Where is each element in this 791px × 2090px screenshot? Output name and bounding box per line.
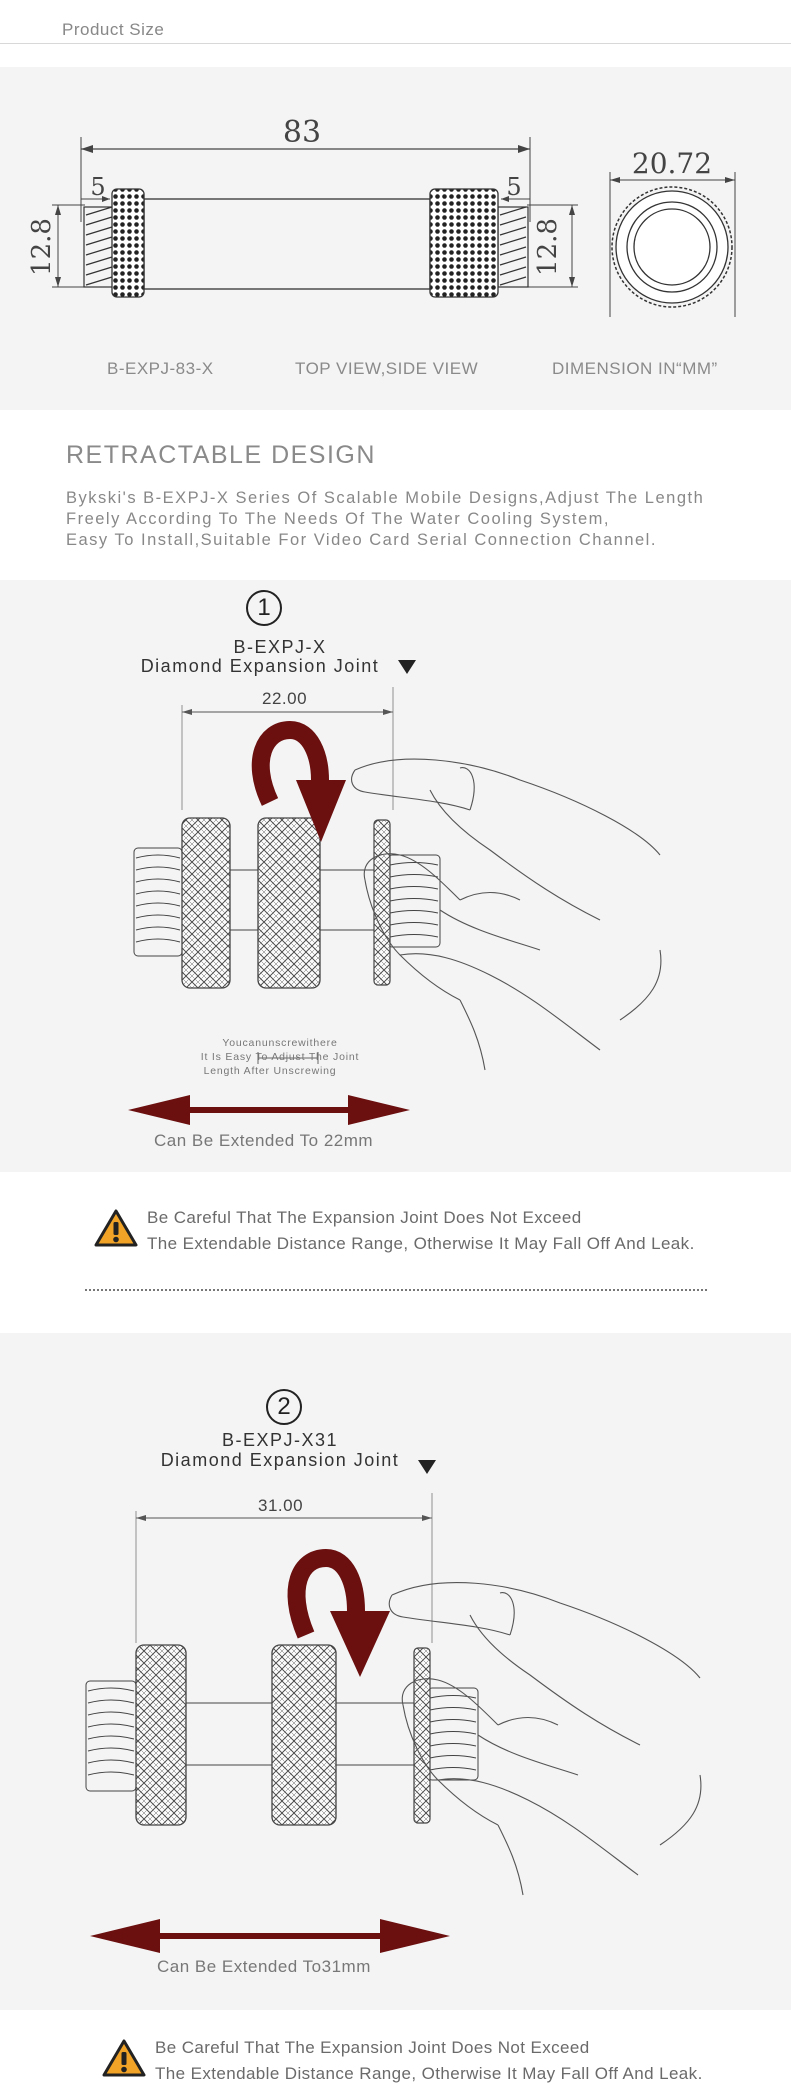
double-arrow-icon [90,1919,450,1953]
retractable-text-line: Easy To Install,Suitable For Video Card Serial Connection Channel. [66,531,657,549]
diagram-1-panel [0,580,791,1172]
header-divider [0,43,791,44]
diagram-2-caption: Can Be Extended To31mm [157,1957,371,1976]
dim-length: 83 [282,115,322,150]
diagram-1-note-line: Youcanunscrewithere [222,1037,338,1049]
warning-2-line: Be Careful That The Expansion Joint Does Not Exceed [155,2038,590,2057]
step-number-2: 2 [266,1389,302,1425]
warning-icon [102,2038,146,2078]
warning-2-line: The Extendable Distance Range, Otherwise It May Fall Off And Leak. [155,2064,703,2083]
caption-views: TOP VIEW,SIDE VIEW [295,359,479,378]
diagram-2-dimension: 31.00 [258,1496,304,1515]
diagram-1-drawing [0,580,791,1172]
retractable-text-line: Bykski's B-EXPJ-X Series Of Scalable Mobile Designs,Adjust The Length [66,489,705,507]
diagram-1-note-line: It Is Easy To Adjust The Joint [200,1051,360,1063]
hand-illustration [389,1583,701,1895]
dim-end-right: 5 [506,173,522,201]
dim-height-right: 12.8 [533,218,563,276]
step-number-1: 1 [246,590,282,626]
dotted-divider [85,1289,707,1291]
dim-end-left: 5 [90,173,106,201]
diagram-1-model: B-EXPJ-X [233,637,327,657]
warning-icon [94,1208,138,1248]
dim-height-left: 12.8 [27,218,57,276]
diagram-2-drawing [0,1333,791,2010]
diagram-2-name: Diamond Expansion Joint [160,1450,400,1470]
diagram-1-dimension: 22.00 [262,689,308,708]
diagram-1-note-line: Length After Unscrewing [203,1065,337,1077]
section-title-product-size: Product Size [62,20,165,39]
retractable-title: RETRACTABLE DESIGN [66,441,376,469]
dim-diameter: 20.72 [631,147,713,180]
caption-model: B-EXPJ-83-X [107,359,214,378]
product-size-panel [0,67,791,410]
hand-illustration [352,759,661,1070]
warning-1-line: The Extendable Distance Range, Otherwise It May Fall Off And Leak. [147,1234,695,1253]
retractable-text-line: Freely According To The Needs Of The Water Cooling System, [66,510,611,528]
warning-1-line: Be Careful That The Expansion Joint Does Not Exceed [147,1208,582,1227]
double-arrow-icon [128,1095,410,1125]
diagram-2-panel [0,1333,791,2010]
diagram-1-name: Diamond Expansion Joint [140,656,380,676]
caption-units: DIMENSION IN“MM” [552,359,718,378]
diagram-2-model: B-EXPJ-X31 [221,1430,339,1450]
diagram-1-caption: Can Be Extended To 22mm [154,1131,374,1150]
